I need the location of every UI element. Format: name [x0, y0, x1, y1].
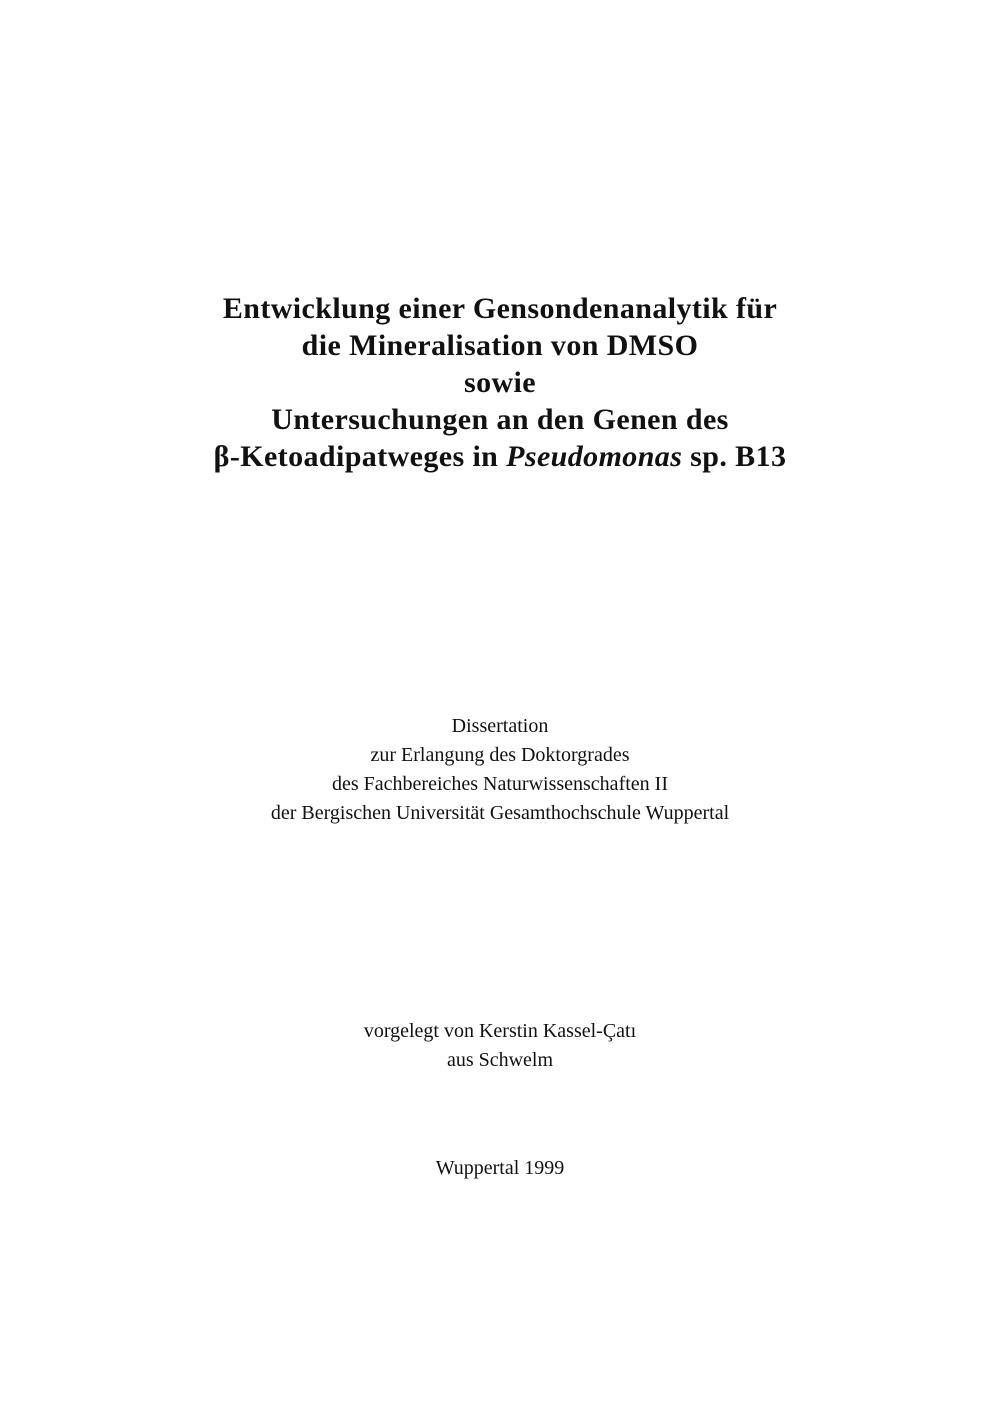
place-date [0, 1154, 1000, 1183]
title-line-1: Entwicklung einer Gensondenanalytik für [222, 292, 778, 325]
dissertation-line-4: der Bergischen Universität Gesamthochschule Wuppertal [270, 802, 730, 824]
dissertation-line-1: Dissertation [451, 715, 549, 737]
title-line-5-prefix: β-Ketoadipatweges in [213, 440, 507, 473]
title-line-3: sowie [464, 366, 536, 399]
dissertation-line-3: des Fachbereiches Naturwissenschaften II [332, 773, 668, 795]
dissertation-line-2: zur Erlangung des Doktorgrades [370, 744, 630, 766]
title-line-2: die Mineralisation von DMSO [301, 329, 699, 362]
title-line-5 [0, 438, 1000, 475]
author-origin: aus Schwelm [446, 1049, 554, 1071]
title-line-4: Untersuchungen an den Genen des [271, 403, 729, 436]
title-line-5-suffix: sp. B13 [682, 440, 787, 473]
thesis-title [0, 290, 1000, 475]
dissertation-statement [0, 712, 1000, 828]
place-date-text: Wuppertal 1999 [435, 1157, 565, 1179]
species-name: Pseudomonas [506, 440, 683, 473]
author-line: vorgelegt von Kerstin Kassel-Çatı [363, 1020, 637, 1042]
author-info [0, 1017, 1000, 1075]
